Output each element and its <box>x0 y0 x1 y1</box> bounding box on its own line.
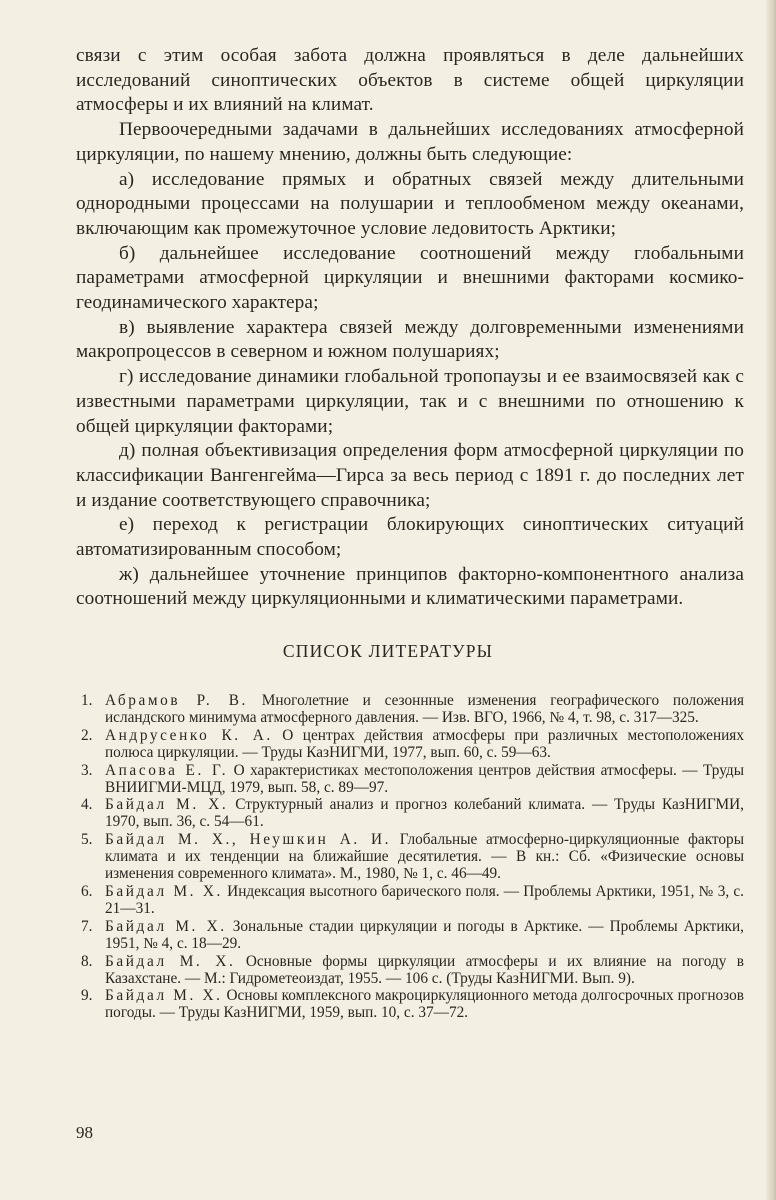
body-text <box>76 44 744 612</box>
reference-list <box>76 693 744 1023</box>
reference-text: Многолетние и сезоннные изменения географического положения исландского минимума атмосферного давления. — Изв. ВГО, 1966, № 4, т. 98, с. 317—325. <box>105 692 745 726</box>
list-item-a: а) исследование прямых и обратных связей между длительными однородными процессами на полушарии и теплообменом между океанами, включающим как промежуточное условие ледовитость Арктики; <box>76 168 744 239</box>
reference-number: 9. <box>81 987 93 1005</box>
list-item-d: д) полная объективизация определения форм атмосферной циркуляции по классификации Вангенгейма—Гирса за весь период с 1891 г. до последних лет и издание соответствующего справочника; <box>76 440 744 511</box>
reference-author: Байдал М. Х., Неушкин А. И. <box>105 831 392 849</box>
references-heading: СПИСОК ЛИТЕРАТУРЫ <box>282 641 494 661</box>
reference-text: Основы комплексного макроциркуляционного метода долгосрочных прогнозов погоды. — Труды КазНИГМИ, 1959, вып. 10, с. 37—72. <box>105 987 744 1022</box>
reference-number: 4. <box>81 796 93 814</box>
reference-text: Зональные стадии циркуляции и погоды в Арктике. — Проблемы Арктики, 1951, № 4, с. 18—29. <box>105 917 744 952</box>
reference-author: Байдал М. Х. <box>105 917 227 935</box>
reference-item <box>76 797 744 831</box>
reference-text: Структурный анализ и прогноз колебаний климата. — Труды КазНИГМИ, 1970, вып. 36, с. 54—61. <box>105 796 744 831</box>
reference-number: 6. <box>81 882 93 900</box>
paragraph-continuation: связи с этим особая забота должна проявляться в деле дальнейших исследований синоптических объектов в системе общей циркуляции атмосферы и их влияний на климат. <box>76 45 744 116</box>
reference-item <box>76 693 744 727</box>
reference-number: 8. <box>81 952 93 970</box>
reference-author: Апасова Е. Г. <box>105 761 229 779</box>
reference-number: 1. <box>81 692 93 709</box>
reference-author: Андрусенко К. А. <box>105 726 273 744</box>
reference-item <box>76 988 744 1022</box>
reference-author: Байдал М. Х. <box>105 882 223 900</box>
reference-author: Байдал М. Х. <box>105 952 236 970</box>
reference-item <box>76 954 744 988</box>
reference-number: 5. <box>81 831 93 849</box>
reference-number: 3. <box>81 761 93 779</box>
reference-text: Основные формы циркуляции атмосферы и их влияние на погоду в Казахстане. — М.: Гидрометеоиздат, 1955. — 106 с. (Труды КазНИГМИ. Вып. 9). <box>105 952 745 987</box>
reference-text: О центрах действия атмосферы при различных местоположениях полюса циркуляции. — Труды КазНИГМИ, 1977, вып. 60, с. 59—63. <box>105 726 744 761</box>
list-item-zh: ж) дальнейшее уточнение принципов факторно-компонентного анализа соотношений между циркуляционными и климатическими параметрами. <box>76 563 744 610</box>
reference-number: 2. <box>81 726 93 744</box>
reference-item <box>76 832 744 883</box>
reference-item <box>76 763 744 797</box>
paragraph-tasks-intro: Первоочередными задачами в дальнейших исследованиях атмосферной циркуляции, по нашему мнению, должны быть следующие: <box>76 119 744 165</box>
page-number: 98 <box>76 1123 93 1142</box>
page-edge-shadow <box>766 0 776 1200</box>
reference-number: 7. <box>81 917 93 935</box>
list-item-e: е) переход к регистрации блокирующих синоптических ситуаций автоматизированным способом; <box>76 514 744 561</box>
reference-text: Глобальные атмосферно-циркуляционные факторы климата и их тенденции на ближайшие десятилетия. — В кн.: Сб. «Физические основы изменения современного климата». М., 1980, № 1, с. 46—49. <box>105 831 744 883</box>
list-item-b: б) дальнейшее исследование соотношений между глобальными параметрами атмосферной циркуляции и внешними факторами космико-геодинамического характера; <box>76 242 744 314</box>
reference-item <box>76 884 744 918</box>
reference-text: Индексация высотного барического поля. — Проблемы Арктики, 1951, № 3, с. 21—31. <box>105 882 744 917</box>
reference-item <box>76 919 744 953</box>
reference-author: Абрамов Р. В. <box>105 692 248 709</box>
reference-author: Байдал М. Х. <box>105 796 229 814</box>
reference-text: О характеристиках местоположения центров действия атмосферы. — Труды ВНИИГМИ-МЦД, 1979, вып. 58, с. 89—97. <box>105 761 744 796</box>
list-item-g: г) исследование динамики глобальной тропопаузы и ее взаимосвязей как с известными параметрами циркуляции, так и с внешними по отношению к общей циркуляции факторами; <box>76 366 744 437</box>
list-item-v: в) выявление характера связей между долговременными изменениями макропроцессов в северном и южном полушариях; <box>76 316 744 363</box>
reference-author: Байдал М. Х. <box>105 987 223 1005</box>
reference-item <box>76 728 744 762</box>
